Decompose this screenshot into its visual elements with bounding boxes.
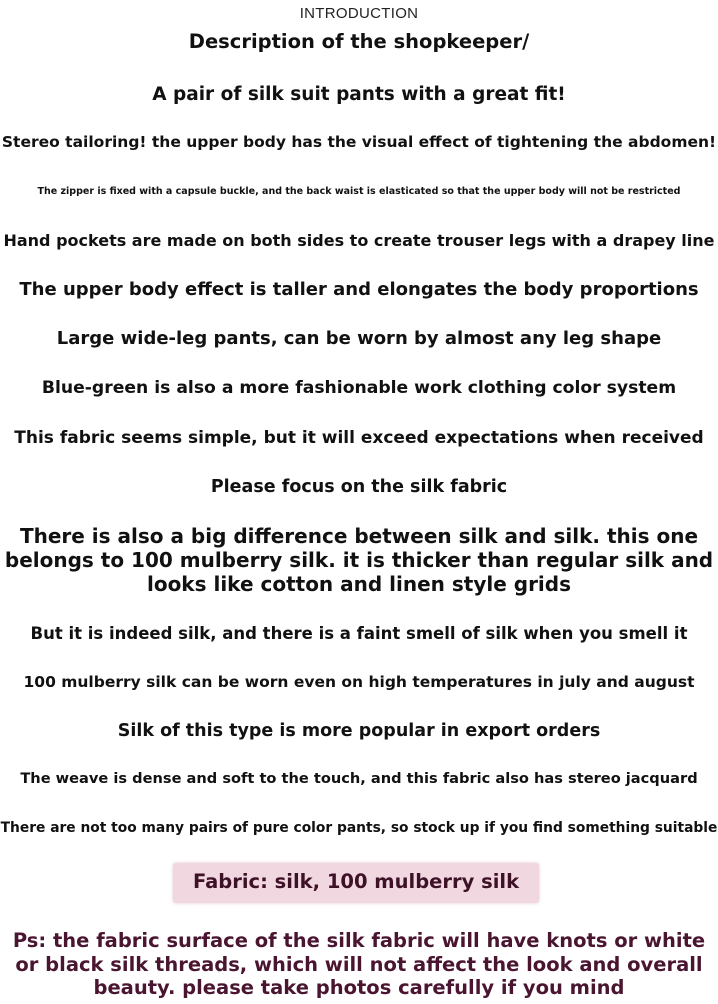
description-paragraph-mulberry: There is also a big difference between silk and silk. this one belongs to 100 mulberry silk. it is thicker than regular silk and looks like cotton and linen style grids [4,524,714,596]
description-line-focus: Please focus on the silk fabric [210,477,508,497]
description-line-expectations: This fabric seems simple, but it will exceed expectations when received [14,428,704,448]
description-line-stock: There are not too many pairs of pure color pants, so stock up if you find something suitable [0,820,718,836]
description-line-weave: The weave is dense and soft to the touch, and this fabric also has stereo jacquard [20,770,698,787]
description-line-color: Blue-green is also a more fashionable work clothing color system [41,378,677,398]
section-title: INTRODUCTION [299,5,419,22]
description-line-export: Silk of this type is more popular in export orders [117,721,601,741]
description-line-wide-leg: Large wide-leg pants, can be worn by almost any leg shape [56,328,662,349]
description-line-proportions: The upper body effect is taller and elongates the body proportions [19,279,699,300]
description-title: Description of the shopkeeper/ [188,30,530,53]
description-line-pockets: Hand pockets are made on both sides to create trouser legs with a drapey line [3,231,715,250]
ps-note: Ps: the fabric surface of the silk fabric will have knots or white or black silk threads, which will not affect the look and overall beauty. please take photos carefully if you mind [12,929,706,999]
description-line-temperature: 100 mulberry silk can be worn even on high temperatures in july and august [23,673,695,691]
description-line-smell: But it is indeed silk, and there is a faint smell of silk when you smell it [30,624,688,643]
description-line-fit: A pair of silk suit pants with a great fit! [152,84,566,105]
description-line-tailoring: Stereo tailoring! the upper body has the visual effect of tightening the abdomen! [1,133,717,151]
fabric-label: Fabric: silk, 100 mulberry silk [192,870,520,893]
description-line-zipper: The zipper is fixed with a capsule buckle, and the back waist is elasticated so that the upper body will not be restricted [37,186,681,197]
